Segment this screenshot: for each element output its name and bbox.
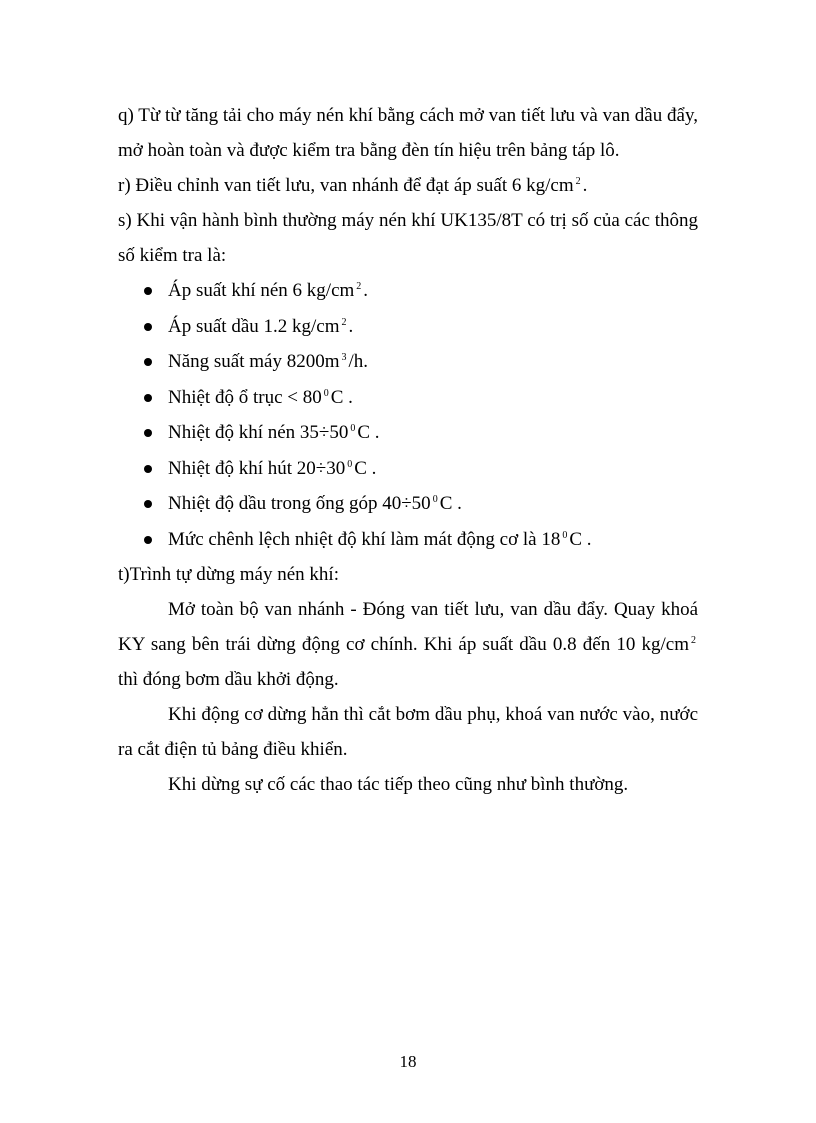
paragraph-r-end: . <box>582 175 588 196</box>
list-item <box>118 273 698 309</box>
paragraph-stop-2: Khi động cơ dừng hẳn thì cắt bơm dầu phụ, khoá van nước vào, nước ra cắt điện tủ bảng điều khiển. <box>118 704 698 760</box>
list-item-text: Áp suất khí nén 6 kg/cm <box>168 280 355 301</box>
bullet-icon <box>144 429 152 437</box>
list-item-suffix: C . <box>439 493 462 514</box>
parameter-list <box>118 273 698 557</box>
list-item-suffix: C . <box>569 528 592 550</box>
list-item-suffix: . <box>363 280 369 301</box>
list-item <box>118 309 698 345</box>
bullet-icon <box>144 358 152 366</box>
list-item-suffix: /h. <box>348 351 369 372</box>
list-item-superscript: 0 <box>323 387 329 399</box>
paragraph-stop-3: Khi dừng sự cố các thao tác tiếp theo cũng như bình thường. <box>168 774 629 795</box>
bullet-icon <box>144 394 152 402</box>
list-item-suffix: . <box>348 315 354 337</box>
list-item-suffix: C . <box>330 386 353 408</box>
list-item-text: Nhiệt độ khí hút 20÷30 <box>168 457 346 479</box>
bullet-icon <box>144 500 152 508</box>
list-item <box>118 415 698 451</box>
paragraph-stop-1-text: Mở toàn bộ van nhánh - Đóng van tiết lưu, van dầu đẩy. Quay khoá KY sang bên trái dừng động cơ chính. Khi áp suất dầu 0.8 đến 10 kg/cm <box>118 599 698 655</box>
document-body <box>118 98 698 802</box>
list-item-text: Áp suất dầu 1.2 kg/cm <box>168 315 340 337</box>
list-item-superscript: 2 <box>341 316 347 328</box>
paragraph-s: s) Khi vận hành bình thường máy nén khí UK135/8T có trị số của các thông số kiểm tra là: <box>118 210 698 266</box>
list-item-superscript: 0 <box>347 458 353 470</box>
bullet-icon <box>144 536 152 544</box>
bullet-icon <box>144 287 152 295</box>
bullet-icon <box>144 323 152 331</box>
list-item-superscript: 3 <box>341 352 347 363</box>
bullet-icon <box>144 465 152 473</box>
list-item-text: Nhiệt độ ổ trục < 80 <box>168 386 322 408</box>
paragraph-r-superscript: 2 <box>575 176 581 187</box>
list-item <box>118 380 698 416</box>
list-item-text: Nhiệt độ dầu trong ống góp 40÷50 <box>168 493 431 514</box>
list-item-superscript: 0 <box>432 494 438 505</box>
list-item-superscript: 0 <box>562 529 568 541</box>
paragraph-r-text: r) Điều chỉnh van tiết lưu, van nhánh để đạt áp suất 6 kg/cm <box>118 175 574 196</box>
list-item-text: Năng suất máy 8200m <box>168 351 340 372</box>
list-item-superscript: 0 <box>350 423 356 434</box>
list-item-text: Mức chênh lệch nhiệt độ khí làm mát động cơ là 18 <box>168 528 561 550</box>
list-item-text: Nhiệt độ khí nén 35÷50 <box>168 422 349 443</box>
paragraph-stop-1-superscript: 2 <box>691 635 696 646</box>
paragraph-q: q) Từ từ tăng tải cho máy nén khí bằng cách mở van tiết lưu và van dầu đẩy, mở hoàn toàn và được kiểm tra bằng đèn tín hiệu trên bảng táp lô. <box>118 105 698 161</box>
paragraph-r <box>118 168 698 203</box>
page-number: 18 <box>399 1052 417 1071</box>
paragraph-stop-1-end: thì đóng bơm dầu khởi động. <box>118 669 339 690</box>
paragraph-stop-1 <box>118 592 698 697</box>
list-item-suffix: C . <box>357 422 380 443</box>
list-item <box>118 486 698 522</box>
list-item-superscript: 2 <box>356 281 362 292</box>
list-item-suffix: C . <box>354 457 377 479</box>
list-item <box>118 451 698 487</box>
list-item <box>118 522 698 558</box>
list-item <box>118 344 698 380</box>
section-heading-stop-procedure: t)Trình tự dừng máy nén khí: <box>118 564 339 585</box>
